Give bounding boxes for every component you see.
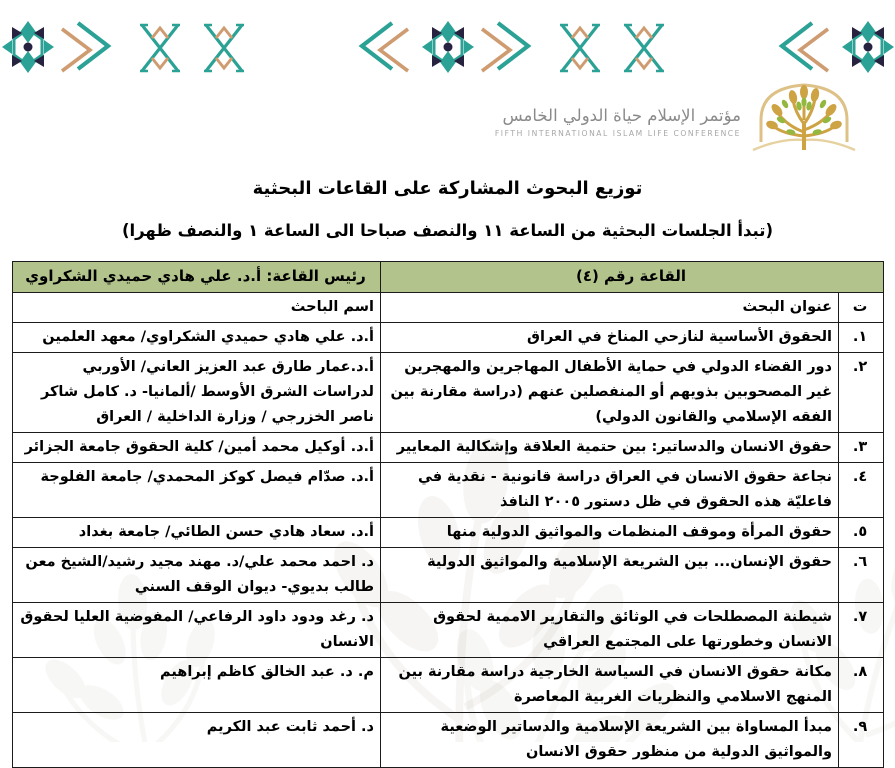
table-row bbox=[13, 713, 884, 768]
row-researcher: م. د. عبد الخالق كاظم إبراهيم bbox=[13, 658, 381, 713]
col-header-researcher: اسم الباحث bbox=[13, 293, 381, 323]
row-researcher: د. أحمد ثابت عبد الكريم bbox=[13, 713, 381, 768]
logo-title-arabic: مؤتمر الإسلام حياة الدولي الخامس bbox=[502, 106, 741, 126]
row-no: ٣. bbox=[839, 433, 884, 463]
page-title: توزيع البحوث المشاركة على القاعات البحثية bbox=[252, 178, 643, 199]
row-researcher: د. رغد ودود داود الرفاعي/ المفوضية العليا لحقوق الانسان bbox=[13, 603, 381, 658]
row-title: نجاعة حقوق الانسان في العراق دراسة قانونية - نقدية في فاعليّة هذه الحقوق في ظل دستور ٢٠٠٥ النافذ bbox=[381, 463, 839, 518]
row-researcher: أ.د.عمار طارق عبد العزيز العاني/ الأوربي لدراسات الشرق الأوسط /ألمانيا- د. كامل شاكر ناصر الخزرجي / وزارة الداخلية / العراق bbox=[13, 353, 381, 433]
row-title: مكانة حقوق الانسان في السياسة الخارجية دراسة مقارنة بين المنهج الاسلامي والنظريات الغربية المعاصرة bbox=[381, 658, 839, 713]
row-no: ٥. bbox=[839, 518, 884, 548]
row-researcher: أ.د. أوكيل محمد أمين/ كلية الحقوق جامعة الجزائر bbox=[13, 433, 381, 463]
table-row bbox=[13, 433, 884, 463]
row-no: ٩. bbox=[839, 713, 884, 768]
row-title: دور القضاء الدولي في حماية الأطفال المهاجرين والمهجرين غير المصحوبين بذويهم أو المنفصلين عنهم (دراسة مقارنة بين الفقه الإسلامي والقانون الدولي) bbox=[381, 353, 839, 433]
table-row bbox=[13, 548, 884, 603]
table-row bbox=[13, 353, 884, 433]
row-researcher: أ.د. سعاد هادي حسن الطائي/ جامعة بغداد bbox=[13, 518, 381, 548]
col-header-title: عنوان البحث bbox=[381, 293, 839, 323]
row-researcher: أ.د. علي هادي حميدي الشكراوي/ معهد العلمين bbox=[13, 323, 381, 353]
conference-logo-text bbox=[495, 106, 741, 138]
row-title: حقوق المرأة وموقف المنظمات والمواثيق الدولية منها bbox=[381, 518, 839, 548]
row-title: حقوق الانسان والدساتير: بين حتمية العلاقة وإشكالية المعايير bbox=[381, 433, 839, 463]
row-title: حقوق الإنسان... بين الشريعة الإسلامية والمواثيق الدولية bbox=[381, 548, 839, 603]
row-no: ٧. bbox=[839, 603, 884, 658]
table-row bbox=[13, 658, 884, 713]
research-table bbox=[12, 261, 884, 768]
row-no: ٨. bbox=[839, 658, 884, 713]
row-no: ٤. bbox=[839, 463, 884, 518]
row-title: شيطنة المصطلحات في الوثائق والتقارير الاممية لحقوق الانسان وخطورتها على المجتمع العراقي bbox=[381, 603, 839, 658]
col-header-no: ت bbox=[839, 293, 884, 323]
table-row bbox=[13, 518, 884, 548]
column-header-row bbox=[13, 293, 884, 323]
decorative-border bbox=[0, 18, 895, 76]
hall-number-header: القاعة رقم (٤) bbox=[381, 262, 884, 293]
table-row bbox=[13, 323, 884, 353]
row-title: مبدأ المساواة بين الشريعة الإسلامية والدساتير الوضعية والمواثيق الدولية من منظور حقوق الانسان bbox=[381, 713, 839, 768]
row-no: ١. bbox=[839, 323, 884, 353]
conference-logo bbox=[495, 80, 857, 164]
row-no: ٢. bbox=[839, 353, 884, 433]
tribal-pattern-icon bbox=[0, 18, 895, 76]
research-table-container bbox=[12, 261, 883, 768]
row-title: الحقوق الأساسية لنازحي المناخ في العراق bbox=[381, 323, 839, 353]
table-row bbox=[13, 603, 884, 658]
logo-tree-icon bbox=[751, 80, 857, 164]
row-researcher: د. احمد محمد علي/د. مهند مجيد رشيد/الشيخ معن طالب بديوي- ديوان الوقف السني bbox=[13, 548, 381, 603]
table-header-row bbox=[13, 262, 884, 293]
logo-title-english: FIFTH INTERNATIONAL ISLAM LIFE CONFERENCE bbox=[494, 128, 741, 138]
row-no: ٦. bbox=[839, 548, 884, 603]
page-subtitle: (تبدأ الجلسات البحثية من الساعة ١١ والنصف صباحا الى الساعة ١ والنصف ظهرا) bbox=[121, 221, 774, 240]
chair-header: رئيس القاعة: أ.د. علي هادي حميدي الشكراوي bbox=[13, 262, 381, 293]
row-researcher: أ.د. صدّام فيصل كوكز المحمدي/ جامعة الفلوجة bbox=[13, 463, 381, 518]
table-row bbox=[13, 463, 884, 518]
